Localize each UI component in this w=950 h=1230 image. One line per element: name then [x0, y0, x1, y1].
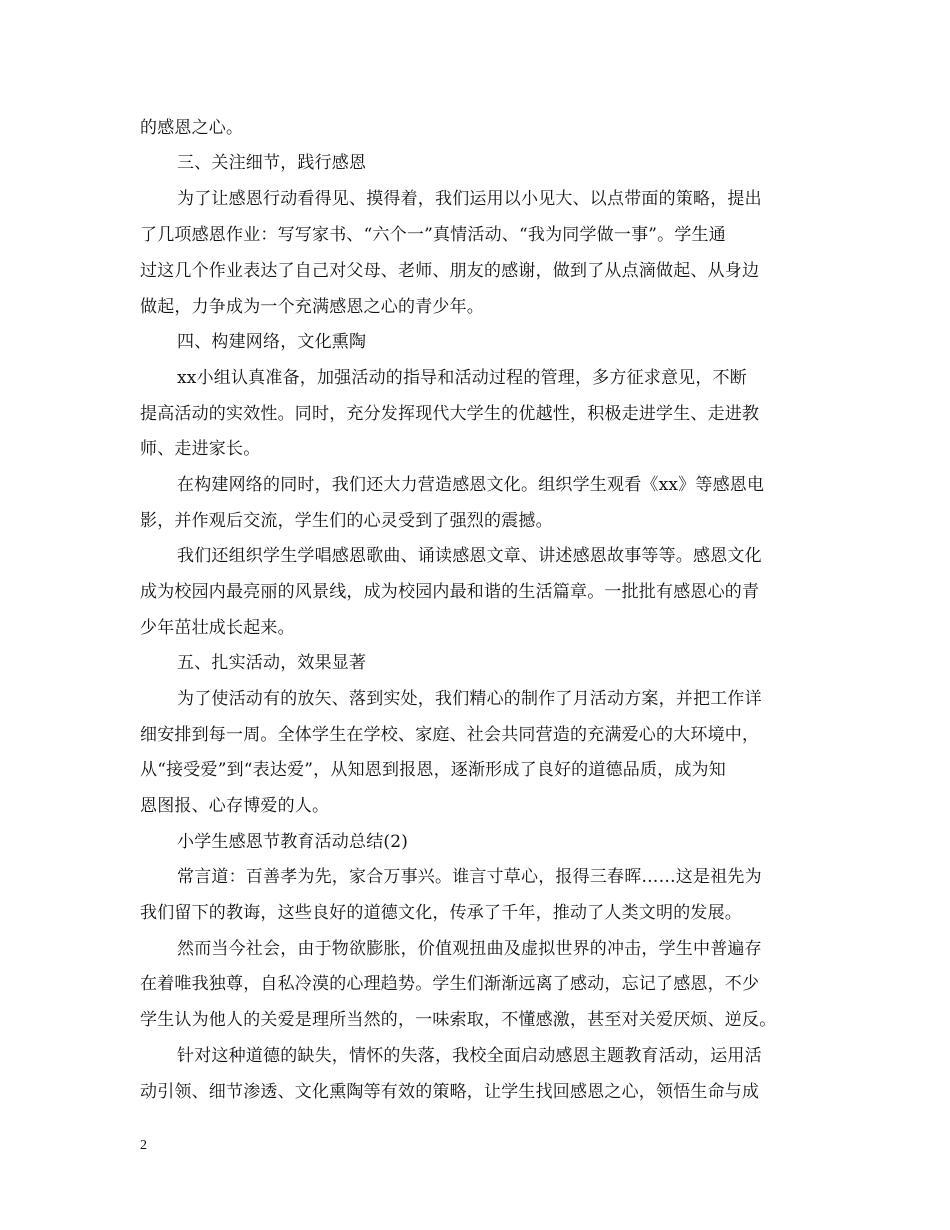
- text-line: 在构建网络的同时，我们还大力营造感恩文化。组织学生观看《xx》等感恩电: [177, 475, 765, 495]
- text-line: 常言道：百善孝为先，家合万事兴。谁言寸草心，报得三春晖……这是祖先为: [177, 867, 762, 887]
- text-line: 我们还组织学生学唱感恩歌曲、诵读感恩文章、讲述感恩故事等等。感恩文化: [177, 546, 762, 566]
- text-line: 在着唯我独尊，自私冷漠的心理趋势。学生们渐渐远离了感动，忘记了感恩，不少: [140, 974, 760, 994]
- section-heading: 五、扎实活动，效果显著: [177, 653, 367, 673]
- text-line: xx小组认真准备，加强活动的指导和活动过程的管理，多方征求意见，不断: [177, 368, 747, 388]
- page-number: 2: [140, 1138, 147, 1153]
- section-heading: 四、构建网络，文化熏陶: [177, 332, 367, 352]
- text-line: 的感恩之心。: [140, 118, 244, 138]
- text-line: 做起，力争成为一个充满感恩之心的青少年。: [140, 297, 484, 317]
- text-line: 然而当今社会，由于物欲膨胀，价值观扭曲及虚拟世界的冲击，学生中普遍存: [177, 939, 762, 959]
- text-line: 细安排到每一周。全体学生在学校、家庭、社会共同营造的充满爱心的大环境中，: [140, 725, 760, 745]
- text-line: 提高活动的实效性。同时，充分发挥现代大学生的优越性，积极走进学生、走进教: [140, 404, 760, 424]
- text-line: 成为校园内最亮丽的风景线，成为校园内最和谐的生活篇章。一批批有感恩心的青: [140, 582, 760, 602]
- text-line: 为了让感恩行动看得见、摸得着，我们运用以小见大、以点带面的策略，提出: [177, 189, 762, 209]
- text-line: 从“接受爱”到“表达爱”，从知恩到报恩，逐渐形成了良好的道德品质，成为知: [140, 760, 726, 780]
- text-line: 恩图报、心存博爱的人。: [140, 796, 330, 816]
- text-line: 少年茁壮成长起来。: [140, 618, 295, 638]
- section-heading: 三、关注细节，践行感恩: [177, 153, 367, 173]
- document-subtitle: 小学生感恩节教育活动总结(2): [177, 832, 409, 852]
- text-line: 师、走进家长。: [140, 439, 261, 459]
- text-line: 过这几个作业表达了自己对父母、老师、朋友的感谢，做到了从点滴做起、从身边: [140, 261, 760, 281]
- text-line: 动引领、细节渗透、文化熏陶等有效的策略，让学生找回感恩之心，领悟生命与成: [140, 1082, 760, 1102]
- text-line: 我们留下的教诲，这些良好的道德文化，传承了千年，推动了人类文明的发展。: [140, 903, 742, 923]
- text-line: 学生认为他人的关爱是理所当然的，一味索取，不懂感激，甚至对关爱厌烦、逆反。: [140, 1010, 777, 1030]
- text-line: 了几项感恩作业：写写家书、“六个一”真情活动、“我为同学做一事”。学生通: [140, 225, 726, 245]
- text-line: 为了使活动有的放矢、落到实处，我们精心的制作了月活动方案，并把工作详: [177, 689, 762, 709]
- text-line: 针对这种道德的缺失，情怀的失落，我校全面启动感恩主题教育活动，运用活: [177, 1046, 762, 1066]
- text-line: 影，并作观后交流，学生们的心灵受到了强烈的震撼。: [140, 511, 553, 531]
